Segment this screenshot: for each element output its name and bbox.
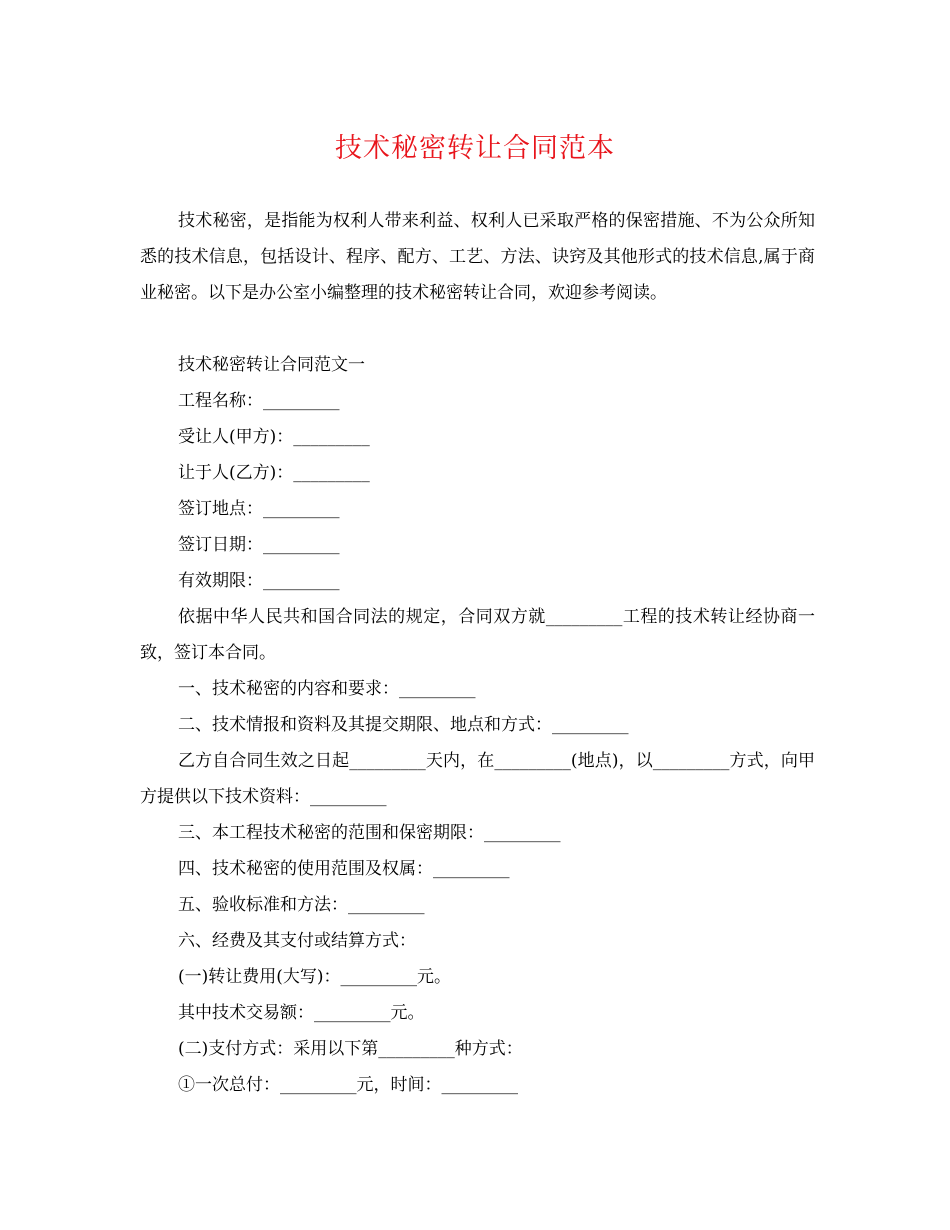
- intro-paragraph: 技术秘密，是指能为权利人带来利益、权利人已采取严格的保密措施、不为公众所知悉的技术信息，包括设计、程序、配方、工艺、方法、诀窍及其他形式的技术信息,属于商业秘密。以下是办公室小编整理的技术秘密转让合同，欢迎参考阅读。: [140, 211, 815, 303]
- tech-fee-line: 其中技术交易额：_________元。: [178, 1003, 425, 1023]
- fee-line: (一)转让费用(大写)：_________元。: [178, 967, 452, 987]
- delivery-paragraph: 乙方自合同生效之日起_________天内，在_________(地点)，以_________方式，向甲方提供以下技术资料：_________: [140, 751, 815, 807]
- lump-sum-line: ①一次总付：_________元，时间：_________: [178, 1075, 518, 1095]
- field-transferor: 让于人(乙方)：_________: [178, 463, 370, 483]
- contract-body: [140, 347, 815, 1103]
- clause-3: 三、本工程技术秘密的范围和保密期限：_________: [178, 823, 561, 843]
- clause-6: 六、经费及其支付或结算方式：: [178, 931, 416, 951]
- field-signing-place: 签订地点：_________: [178, 499, 340, 519]
- clause-2: 二、技术情报和资料及其提交期限、地点和方式：_________: [178, 715, 629, 735]
- clause-5: 五、验收标准和方法：_________: [178, 895, 425, 915]
- basis-paragraph: 依据中华人民共和国合同法的规定，合同双方就_________工程的技术转让经协商一致，签订本合同。: [140, 607, 815, 663]
- field-transferee: 受让人(甲方)：_________: [178, 427, 370, 447]
- field-validity-period: 有效期限：_________: [178, 571, 340, 591]
- payment-method-line: (二)支付方式：采用以下第_________种方式：: [178, 1039, 523, 1059]
- section-heading: 技术秘密转让合同范文一: [178, 355, 365, 375]
- document-title: 技术秘密转让合同范本: [335, 133, 615, 164]
- clause-1: 一、技术秘密的内容和要求：_________: [178, 679, 476, 699]
- clause-4: 四、技术秘密的使用范围及权属：_________: [178, 859, 510, 879]
- field-project-name: 工程名称：_________: [178, 391, 340, 411]
- field-signing-date: 签订日期：_________: [178, 535, 340, 555]
